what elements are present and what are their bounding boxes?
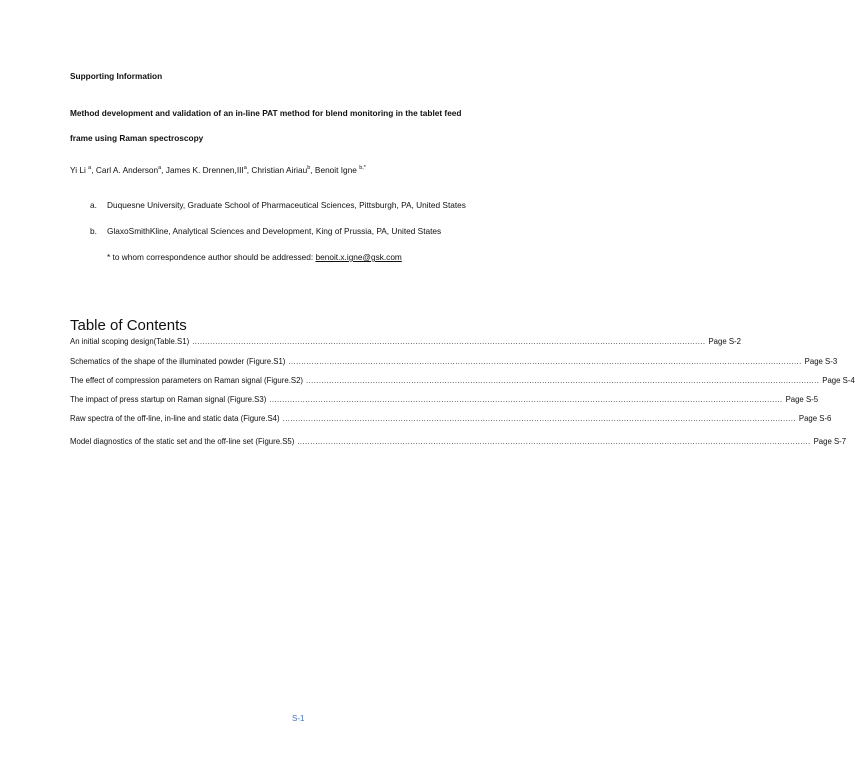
affiliation-marker: a. (90, 200, 97, 210)
author-affiliation-mark: a (88, 165, 92, 171)
toc-entry-label: The impact of press startup on Raman signal (Figure.S3) (70, 395, 267, 404)
toc-leader-dots: ........................................................................................................................................................................................................ (306, 376, 820, 385)
author-name: Yi Li (70, 165, 86, 175)
affiliation-text: GlaxoSmithKline, Analytical Sciences and Development, King of Prussia, PA, United States (107, 226, 442, 236)
toc-row[interactable] (70, 376, 855, 388)
correspondence-text: * to whom correspondence author should be addressed: (107, 252, 316, 262)
toc-page-ref: Page S-5 (785, 395, 819, 404)
toc-page-ref: Page S-2 (708, 337, 741, 346)
toc-row[interactable] (70, 395, 819, 407)
toc-row[interactable] (70, 357, 838, 369)
toc-entry-label: An initial scoping design(Table.S1) (70, 337, 190, 346)
author-name: Benoit Igne (314, 165, 357, 175)
toc-leader-dots: ........................................................................................................................................................................................................ (269, 395, 783, 404)
toc-page-ref: Page S-7 (813, 437, 847, 446)
toc-row[interactable] (70, 437, 847, 449)
toc-row[interactable] (70, 337, 741, 349)
author-affiliation-mark: a (158, 165, 162, 171)
toc-entry-label: Schematics of the shape of the illuminated powder (Figure.S1) (70, 357, 286, 366)
toc-title: Table of Contents (70, 317, 187, 334)
section-label: Supporting Information (70, 71, 163, 81)
toc-page-ref: Page S-6 (798, 414, 832, 423)
correspondence-note (107, 252, 402, 262)
author-name: Carl A. Anderson (95, 165, 159, 175)
author-name: Christian Airiau (251, 165, 308, 175)
affiliation-text: Duquesne University, Graduate School of Pharmaceutical Sciences, Pittsburgh, PA, United States (107, 200, 466, 210)
toc-leader-dots: ........................................................................................................................................................................................................ (288, 357, 802, 366)
toc-leader-dots: ........................................................................................................................................................................................................ (192, 337, 706, 346)
toc-entry-label: The effect of compression parameters on Raman signal (Figure.S2) (70, 376, 304, 385)
toc-entry-label: Raw spectra of the off-line, in-line and static data (Figure.S4) (70, 414, 280, 423)
toc-leader-dots: ........................................................................................................................................................................................................ (282, 414, 796, 423)
author-affiliation-mark: b (307, 165, 311, 171)
correspondence-email-link[interactable]: benoit.x.igne@gsk.com (315, 252, 402, 262)
paper-title-line-2: frame using Raman spectroscopy (70, 133, 204, 143)
toc-row[interactable] (70, 414, 832, 426)
author-affiliation-mark: a (243, 165, 247, 171)
author-name: James K. Drennen,III (165, 165, 244, 175)
paper-title-line-1: Method development and validation of an in-line PAT method for blend monitoring in the tablet feed (70, 108, 462, 118)
toc-entry-label: Model diagnostics of the static set and the off-line set (Figure.S5) (70, 437, 295, 446)
toc-page-ref: Page S-4 (822, 376, 855, 385)
toc-leader-dots: ........................................................................................................................................................................................................ (297, 437, 811, 446)
page-number: S-1 (292, 714, 305, 723)
affiliation-marker: b. (90, 226, 97, 236)
toc-page-ref: Page S-3 (804, 357, 838, 366)
author-list: Yi Li $^a$, Carl A. Anderson$^a$, James K. Drennen,III$^a$, Christian Airiau$^b$, Benoit Igne $^{b,*}$ (70, 165, 366, 175)
author-affiliation-mark: b,* (359, 165, 366, 171)
